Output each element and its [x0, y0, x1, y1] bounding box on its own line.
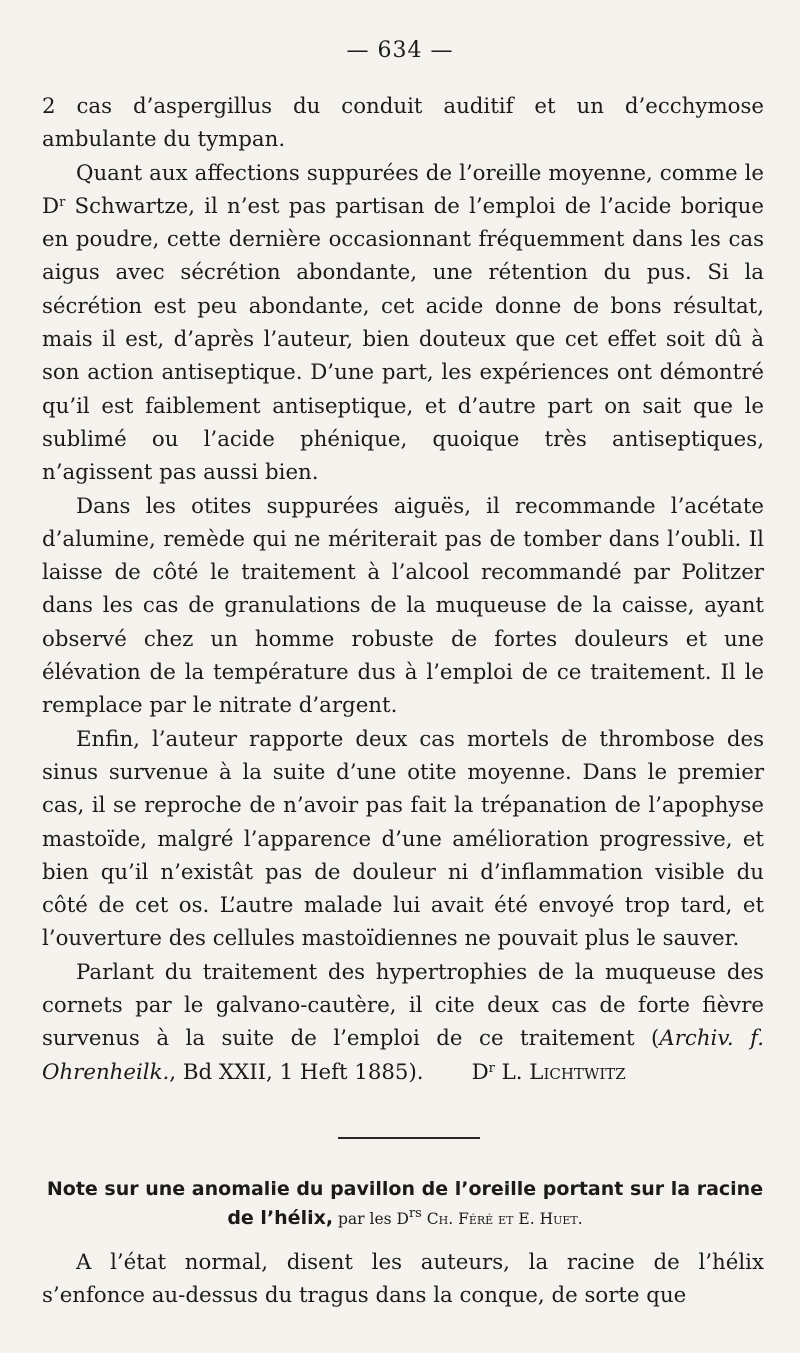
paragraph-5 [42, 956, 764, 1089]
note-heading [42, 1175, 768, 1234]
review-body [42, 90, 764, 1089]
note-title: Note sur une anomalie du pavillon de l’oreille portant sur la racine de l’hélix, [46, 1178, 764, 1229]
page-number: — 634 — [346, 38, 454, 63]
signoff-title: D [471, 1059, 489, 1085]
paragraph-4: Enfin, l’auteur rapporte deux cas mortels de thrombose des sinus survenue à la suite d’une otite moyenne. Dans le premier cas, il se reproche de n’avoir pas fait la trépanation de l’apophyse mastoïde, malgré l’apparence d’une amélioration progressive, et bien qu’il n’existât pas de douleur ni d’inflammation visible du côté de cet os. L’autre malade lui avait été envoyé trop tard, et l’ouverture des cellules mastoïdiennes ne pouvait plus le sauver. [42, 726, 764, 952]
signoff-name: L. Lichtwitz [494, 1059, 626, 1085]
journal-citation: Archiv. f. Ohrenheilk. [42, 1026, 765, 1085]
paragraph-2-text-a: Quant aux affections suppurées de l’oreille moyenne, comme le D [42, 160, 764, 219]
paragraph-2 [42, 157, 764, 490]
paragraph-3: Dans les otites suppurées aiguës, il recommande l’acétate d’alumine, remède qui ne mériterait pas de tomber dans l’oubli. Il laisse de côté le traitement à l’alcool recommandé par Politzer dans les cas de granulations de la muqueuse de la caisse, ayant observé chez un homme robuste de fortes douleurs et une élévation de la température dus à l’emploi de ce traitement. Il le remplace par le nitrate d’argent. [42, 493, 764, 719]
paragraph-2-superscript: r [59, 194, 66, 210]
paragraph-2-text-b: Schwartze, il n’est pas partisan de l’emploi de l’acide borique en poudre, cette dernière occasionnant fréquemment dans les cas aigus avec sécrétion abondante, une rétention du pus. Si la sécrétion est peu abondante, cet acide donne de bons résultat, mais il est, d’après l’auteur, bien douteux que cet effet soit dû à son action antiseptique. D’une part, les expériences ont démontré qu’il est faiblement antiseptique, et d’autre part on sait que le sublimé ou l’acide phénique, quoique très antiseptiques, n’agissent pas aussi bien. [42, 193, 764, 486]
paragraph-5-text-a: Parlant du traitement des hypertrophies de la muqueuse des cornets par le galvano-cautère, il cite deux cas de forte fièvre survenus à la suite de l’emploi de ce traitement ( [42, 959, 764, 1052]
note-authors-names: Ch. Féré et E. Huet. [421, 1210, 583, 1228]
section-divider [338, 1137, 480, 1139]
paragraph-1: 2 cas d’aspergillus du conduit auditif et un d’ecchymose ambulante du tympan. [42, 94, 764, 153]
note-authors [333, 1206, 583, 1228]
paragraph-5-text-b: , Bd XXII, 1 Heft 1885). [169, 1059, 424, 1085]
note-authors-prefix: par les D [333, 1210, 409, 1228]
note-authors-superscript: rs [408, 1206, 422, 1221]
note-paragraph-1: A l’état normal, disent les auteurs, la racine de l’hélix s’enfonce au-dessus du tragus dans la conque, de sorte que [42, 1250, 764, 1309]
author-signoff [472, 1060, 626, 1085]
note-body [42, 1246, 764, 1313]
signoff-superscript: r [488, 1060, 495, 1076]
